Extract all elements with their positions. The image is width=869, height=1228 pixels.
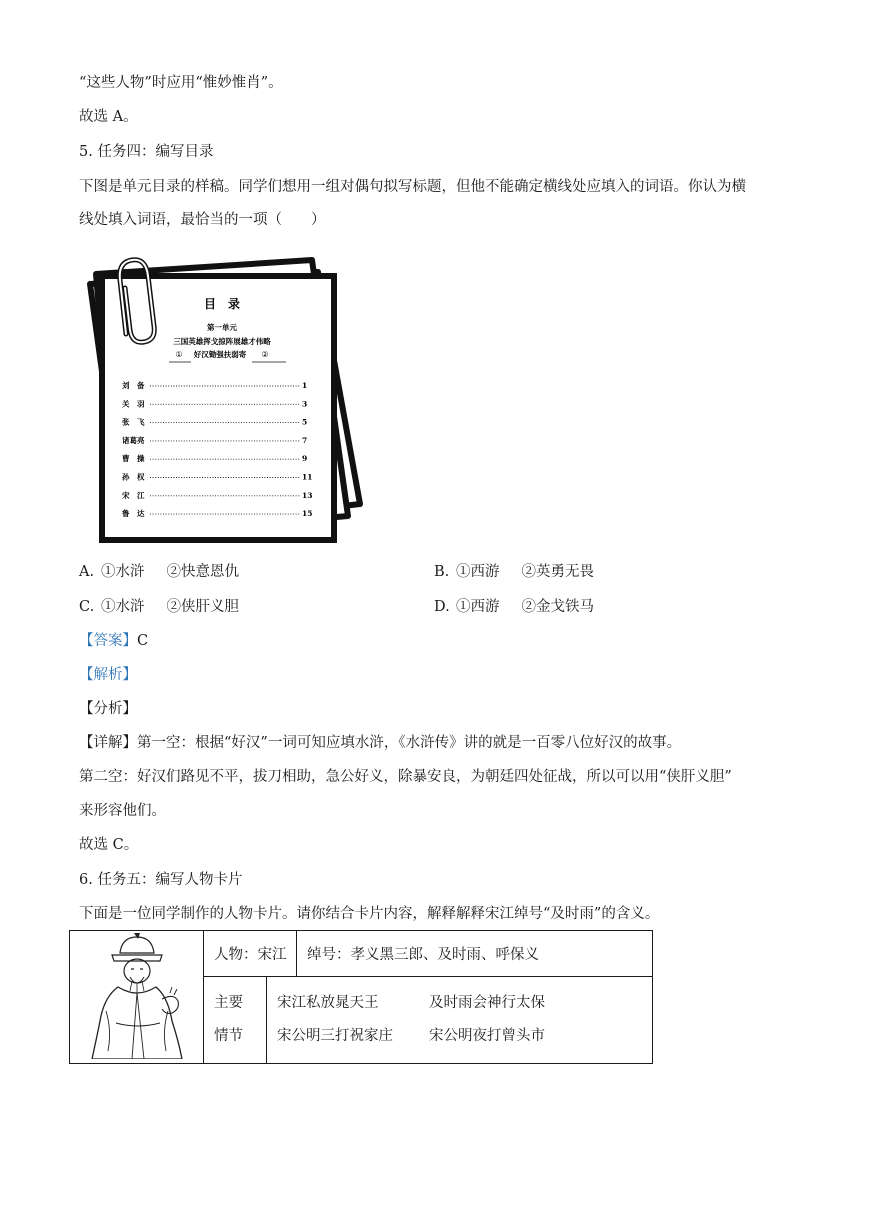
- toc-entry-name: 关 羽: [122, 399, 145, 409]
- nickname-cell: 绰号：孝义黑三郎、及时雨、呼保义: [297, 931, 653, 977]
- fenxi-label: 【分析】: [79, 701, 137, 717]
- option-d[interactable]: D. ①西游 ②金戈铁马: [434, 599, 594, 615]
- option-b[interactable]: B. ①西游 ②英勇无畏: [434, 564, 594, 580]
- song-jiang-portrait: [82, 931, 192, 1059]
- toc-unit: 第一单元: [207, 323, 237, 332]
- question-5-title: 5. 任务四：编写目录: [79, 144, 214, 160]
- detail-line-2: 第二空：好汉们路见不平，拔刀相助，急公好义，除暴安良，为朝廷四处征战，所以可以用“侠肝义胆”: [79, 769, 732, 785]
- toc-middle: 好汉锄强扶弱寄: [193, 350, 247, 359]
- toc-entry-page: 13: [302, 490, 313, 500]
- toc-blank-2: ②: [261, 350, 269, 359]
- question-5-prompt-1: 下图是单元目录的样稿。同学们想用一组对偶句拟写标题，但他不能确定横线处应填入的词语。你认为横: [79, 179, 746, 195]
- toc-blank-1: ①: [175, 350, 183, 359]
- character-card: [69, 930, 653, 1064]
- toc-entry-name: 宋 江: [122, 490, 145, 500]
- detail-line-1: 【详解】第一空：根据“好汉”一词可知应填水浒，《水浒传》讲的就是一百零八位好汉的故事。: [79, 735, 682, 751]
- toc-entry-page: 11: [302, 472, 313, 482]
- toc-entry-name: 鲁 达: [122, 509, 145, 519]
- toc-entry-name: 诸葛亮: [122, 435, 145, 445]
- detail-conclusion: 故选 C。: [79, 837, 139, 853]
- toc-title: 目 录: [203, 297, 241, 311]
- toc-entry-page: 3: [302, 399, 308, 409]
- answer-line: [79, 631, 148, 651]
- plot-cell: 宋江私放晁天王 及时雨会神行太保 宋公明三打祝家庄 宋公明夜打曾头市: [267, 977, 653, 1064]
- detail-line-3: 来形容他们。: [79, 803, 166, 819]
- toc-entry-name: 张 飞: [122, 417, 145, 427]
- question-5-prompt-2: 线处填入词语，最恰当的一项（ ）: [79, 212, 326, 228]
- question-6-prompt: 下面是一位同学制作的人物卡片。请你结合卡片内容，解释解释宋江绰号“及时雨”的含义。: [79, 906, 660, 922]
- text-line-1: “这些人物”时应用“惟妙惟肖”。: [79, 75, 283, 91]
- toc-entry-page: 1: [302, 381, 308, 390]
- toc-entry-name: 刘 备: [122, 381, 145, 390]
- option-a[interactable]: A. ①水浒 ②快意恩仇: [79, 564, 239, 580]
- plot-label-cell: 主要 情节: [204, 977, 267, 1064]
- portrait-cell: [70, 931, 204, 1064]
- toc-entry-page: 15: [302, 509, 313, 519]
- toc-entry-page: 7: [302, 435, 308, 445]
- person-cell: 人物：宋江: [204, 931, 297, 977]
- toc-illustration: [82, 236, 367, 550]
- detail-label: 【详解】: [79, 735, 137, 751]
- toc-subtitle: 三国英雄挥戈掠阵展雄才伟略: [173, 337, 271, 346]
- text-line-2: 故选 A。: [79, 109, 138, 125]
- option-c[interactable]: C. ①水浒 ②侠肝义胆: [79, 599, 239, 615]
- answer-label: 【答案】: [79, 633, 137, 649]
- answer-value: C: [137, 633, 149, 649]
- toc-entry-page: 9: [302, 454, 308, 464]
- toc-entry-name: 曹 操: [122, 454, 145, 464]
- analysis-label: 【解析】: [79, 667, 137, 683]
- question-6-title: 6. 任务五：编写人物卡片: [79, 872, 243, 888]
- toc-entry-page: 5: [302, 417, 308, 427]
- toc-entry-name: 孙 权: [122, 472, 145, 482]
